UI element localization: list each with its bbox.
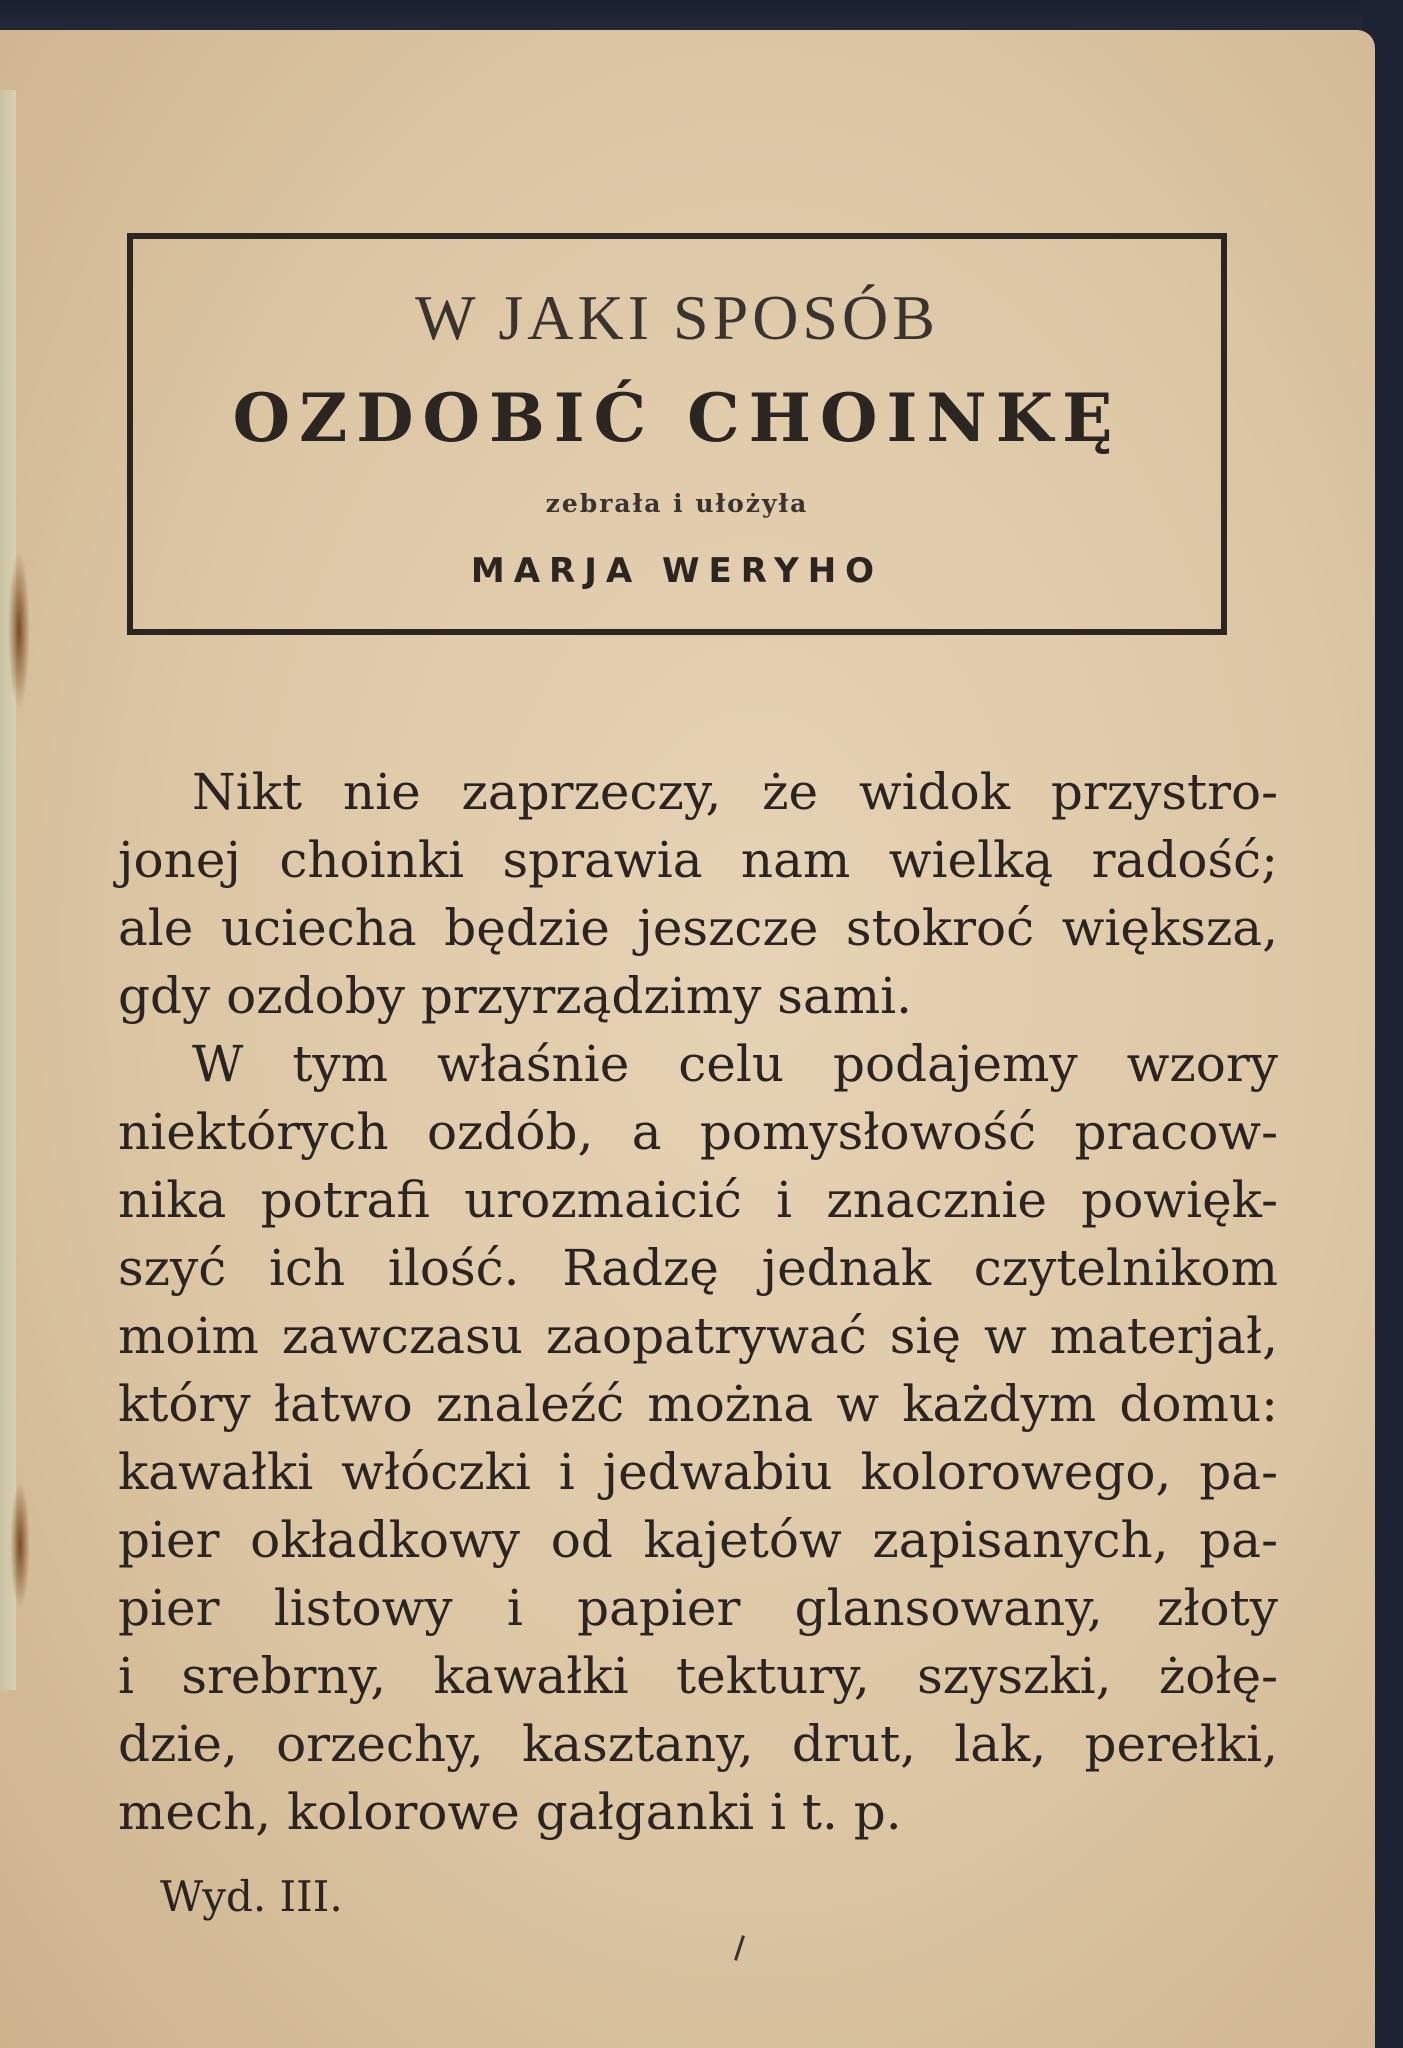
text-line: jonej choinki sprawia nam wielką radość; <box>118 831 1278 889</box>
page-spine-strip <box>0 90 16 1690</box>
text-line: W tym właśnie celu podajemy wzory <box>192 1035 1278 1093</box>
text-line: niektórych ozdób, a pomysłowość pracow- <box>118 1103 1278 1161</box>
text-line: szyć ich ilość. Radzę jednak czytelnikom <box>118 1239 1278 1297</box>
ink-mark <box>734 1935 745 1961</box>
text-line: dzie, orzechy, kasztany, drut, lak, perełki, <box>118 1715 1278 1773</box>
text-line: nika potrafi urozmaicić i znacznie powięk- <box>118 1171 1278 1229</box>
title-frame <box>127 233 1227 635</box>
compiler-note: zebrała i ułożyła <box>545 489 809 518</box>
page-stain <box>8 550 30 710</box>
text-line: gdy ozdoby przyrządzimy sami. <box>118 967 913 1025</box>
title-line-1: W JAKI SPOSÓB <box>415 282 939 353</box>
text-line: mech, kolorowe gałganki i t. p. <box>118 1783 902 1841</box>
edition-label: Wyd. III. <box>160 1872 343 1921</box>
author-name: MARJA WERYHO <box>470 551 884 591</box>
page-stain <box>10 1480 30 1610</box>
text-line: Nikt nie zaprzeczy, że widok przystro- <box>192 763 1278 821</box>
text-line: który łatwo znaleźć można w każdym domu: <box>118 1375 1278 1433</box>
body-paragraph <box>118 758 1278 1846</box>
text-line: ale uciecha będzie jeszcze stokroć większa, <box>118 899 1278 957</box>
book-page <box>0 30 1375 2048</box>
book-title: OZDOBIĆ CHOINKĘ <box>232 379 1122 457</box>
text-line: pier okładkowy od kajetów zapisanych, pa- <box>118 1511 1278 1569</box>
text-line: i srebrny, kawałki tektury, szyszki, żołę- <box>118 1647 1278 1705</box>
text-line: moim zawczasu zaopatrywać się w materjał, <box>118 1307 1278 1365</box>
text-line: kawałki włóczki i jedwabiu kolorowego, pa- <box>118 1443 1278 1501</box>
text-line: pier listowy i papier glansowany, złoty <box>118 1579 1278 1637</box>
